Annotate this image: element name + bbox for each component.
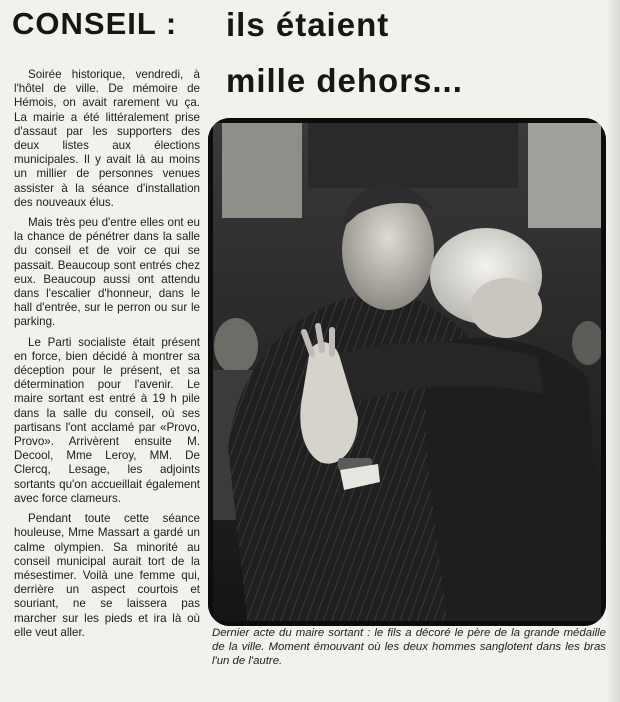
article-paragraph: Mais très peu d'entre elles ont eu la chance de pénétrer dans la salle du conseil et de voir ce qui se passait. Beaucoup sont entrés chez eux. Beaucoup aussi ont attendu dans l'escalier d'honneur, dans le hall d'entrée, sur le perron ou sur le parking. [14,216,200,329]
headline-line-1: ils étaient [226,6,390,43]
article-paragraph: Le Parti socialiste était présent en force, bien décidé à montrer sa déception pour le présent, et sa détermination pour l'avenir. Le maire sortant est entré à 19 h pile dans la salle du conseil, où ses partisans l'ont acclamé par «Provo, Provo». Arrivèrent ensuite M. Decool, Mme Leroy, MM. De Clercq, Lesage, les adjoints sortants qu'on accueillait également avec force clameurs. [14,335,200,505]
headline-kicker: CONSEIL : [12,6,178,41]
headline-line-2: mille dehors... [226,62,463,99]
page-edge-shadow [606,0,620,702]
article-column [14,68,200,646]
article-paragraph: Pendant toute cette séance houleuse, Mme Massart a gardé un calme olympien. Sa minorité au conseil municipal aurait tort de la mésestimer. Voilà une femme qui, derrière un aspect courtois et souriant, ne se laissera pas marcher sur les pieds et ira là où elle veut aller. [14,512,200,639]
photo-caption: Dernier acte du maire sortant : le fils a décoré le père de la grande médaille de la ville. Moment émouvant où les deux hommes sanglotent dans les bras l'un de l'autre. [212,627,606,667]
news-photo [208,118,606,626]
article-paragraph: Soirée historique, vendredi, à l'hôtel de ville. De mémoire de Hémois, on avait rarement vu ça. La mairie a été littéralement prise d'assaut par les supporters des deux listes aux élections municipales. Il y avait là au moins un millier de personnes venues assister à la séance d'installation des nouveaux élus. [14,68,200,209]
photo-embrace-illustration [208,118,606,626]
